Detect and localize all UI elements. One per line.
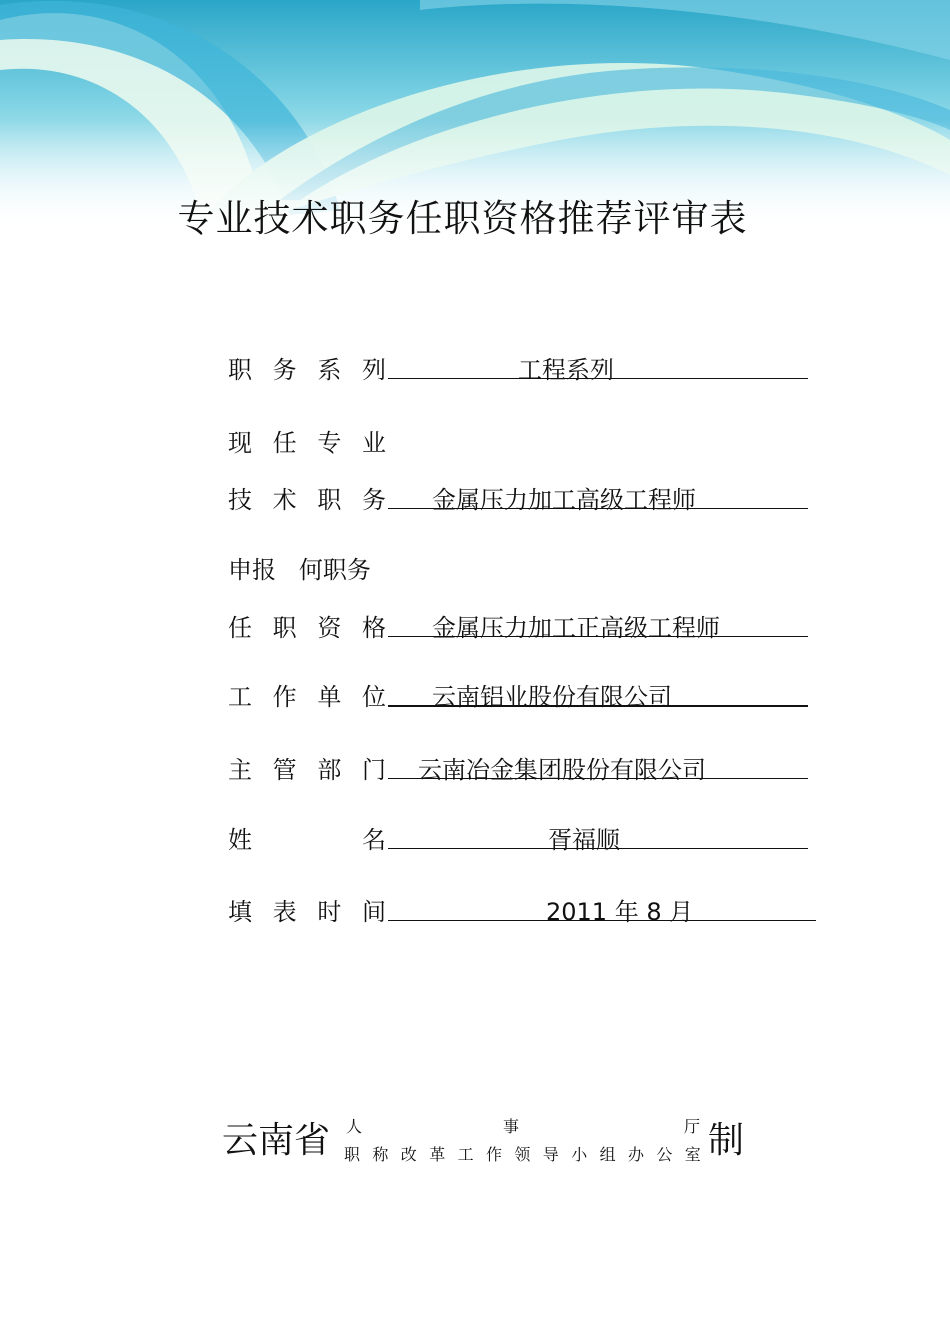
page-title: 专业技术职务任职资格推荐评审表: [177, 197, 748, 240]
label-char: 间: [361, 898, 386, 926]
label-char: 时: [317, 898, 342, 926]
label-char: 术: [272, 486, 297, 514]
issuer-province: 云南省: [222, 1120, 331, 1161]
field-value: 云南铝业股份有限公司: [432, 683, 672, 711]
field-label: [228, 750, 386, 785]
issuer-office: 职称改革工作领导小组办公室: [344, 1145, 714, 1164]
label-char: 门: [361, 756, 386, 784]
field-value: 2011 年 8 月: [546, 898, 694, 926]
label-char: 职: [272, 614, 297, 642]
field-value: 金属压力加工正高级工程师: [432, 614, 720, 642]
label-char: 专: [317, 429, 342, 457]
label-char: 表: [272, 898, 297, 926]
label-char: 管: [272, 756, 297, 784]
issuer-dept-char: 厅: [684, 1117, 701, 1136]
label-char: 位: [361, 683, 386, 711]
label-char: 列: [361, 356, 386, 384]
label-char: 单: [317, 683, 342, 711]
field-label: [228, 350, 386, 385]
label-char: 主: [228, 756, 252, 784]
label-char: 现: [228, 429, 252, 457]
label-char: 系: [317, 356, 342, 384]
label-char: 名: [362, 826, 386, 854]
label-char: 姓: [228, 826, 252, 854]
label-char: 任: [228, 614, 252, 642]
field-label: [228, 423, 386, 458]
label-char: 工: [228, 683, 252, 711]
field-label: 申报 何职务: [228, 556, 371, 584]
label-char: 务: [361, 486, 386, 514]
label-char: 资: [317, 614, 342, 642]
label-char: 务: [272, 356, 297, 384]
field-value: 金属压力加工高级工程师: [432, 486, 696, 514]
issuer-suffix: 制: [708, 1120, 745, 1161]
label-char: 格: [361, 614, 386, 642]
field-label: [228, 820, 386, 855]
issuer-footer: [0, 1100, 950, 1180]
label-char: 职: [317, 486, 342, 514]
issuer-dept-char: 事: [503, 1117, 520, 1136]
label-char: 作: [272, 683, 297, 711]
field-value: 胥福顺: [548, 826, 620, 854]
field-label: [228, 608, 386, 643]
issuer-dept-char: 人: [346, 1117, 363, 1136]
field-value: 工程系列: [518, 356, 614, 384]
field-label: [228, 892, 386, 927]
label-char: 任: [272, 429, 297, 457]
field-value: 云南冶金集团股份有限公司: [418, 756, 706, 784]
label-char: 业: [361, 429, 386, 457]
field-label: [228, 677, 386, 712]
label-char: 技: [228, 486, 252, 514]
label-char: 部: [317, 756, 342, 784]
label-char: 填: [228, 898, 252, 926]
field-label: [228, 480, 386, 515]
label-char: 职: [228, 356, 252, 384]
